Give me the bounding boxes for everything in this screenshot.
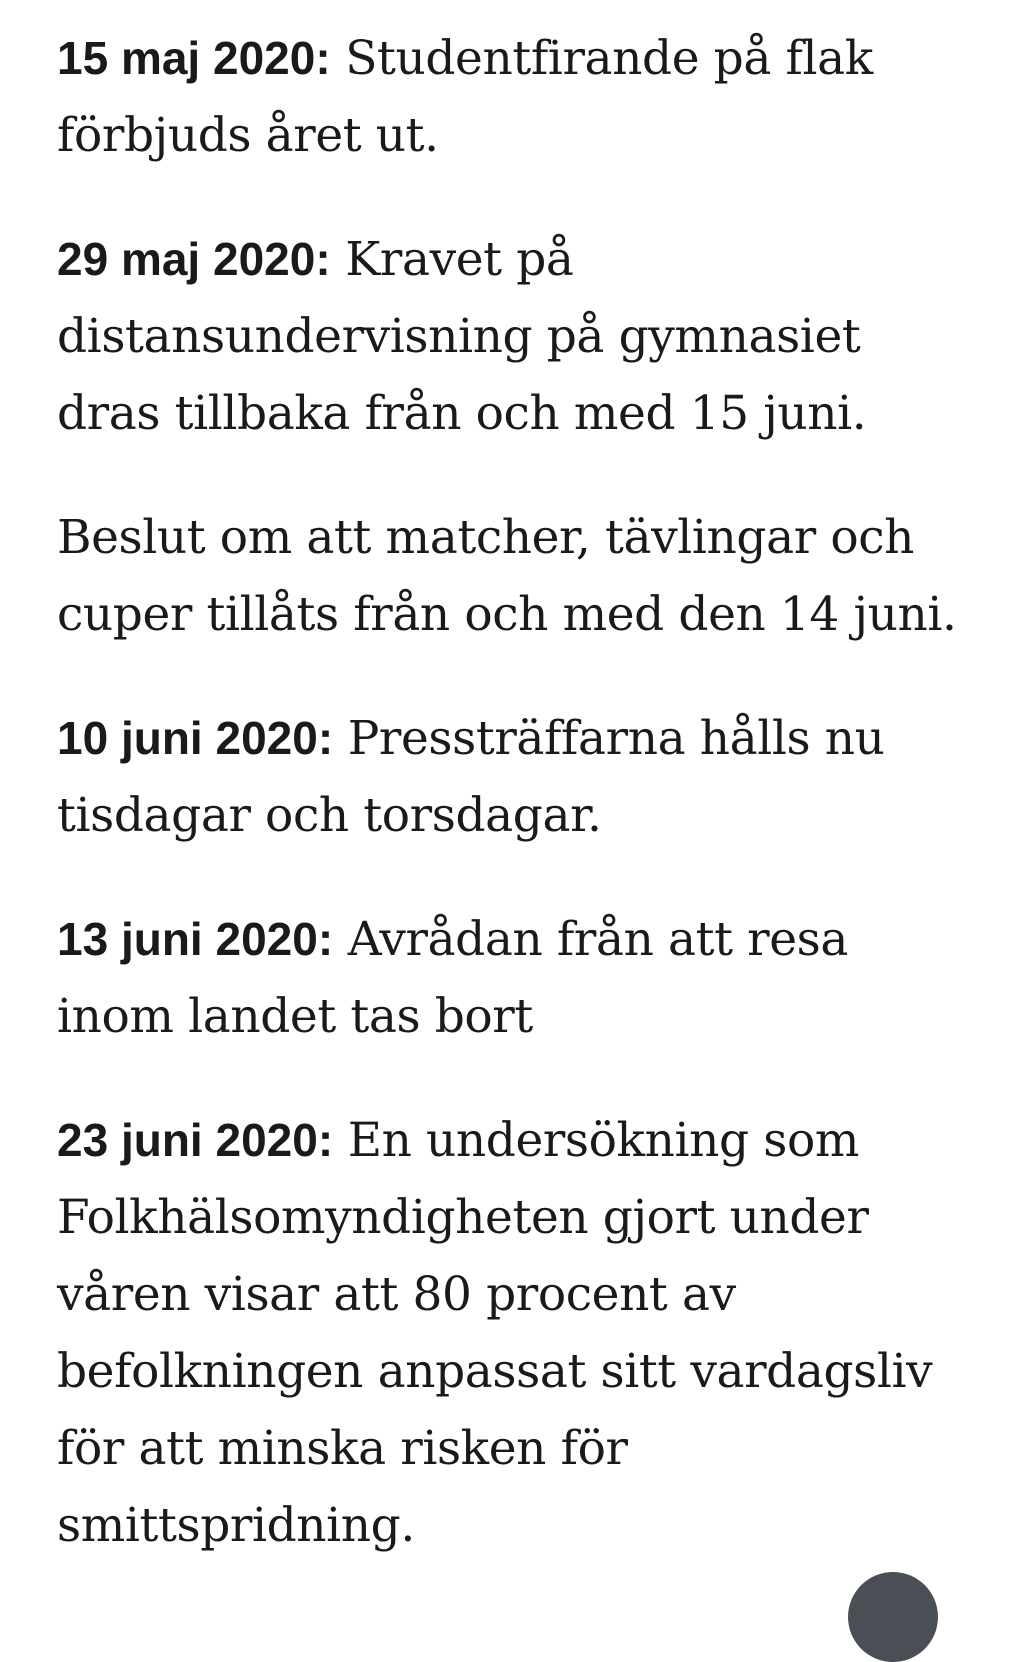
entry-6 bbox=[57, 1102, 957, 1564]
scroll-button[interactable] bbox=[848, 1572, 938, 1662]
date-separator: : bbox=[315, 233, 331, 285]
entry-date: 10 juni 2020 bbox=[57, 712, 318, 764]
date-separator: : bbox=[317, 913, 334, 965]
article-body bbox=[57, 20, 957, 1611]
entry-5 bbox=[57, 901, 957, 1055]
entry-text: Avrådan från att resa inom landet tas bort bbox=[57, 912, 848, 1044]
entry-3 bbox=[57, 499, 957, 653]
entry-text: Studentfirande på flak förbjuds året ut. bbox=[57, 31, 873, 163]
entry-date: 29 maj 2020 bbox=[57, 233, 316, 285]
entry-text: En undersökning som Folkhälsomyndigheten gjort under våren visar att 80 procent av befolkningen anpassat sitt vardagsliv för att minska risken för smittspridning. bbox=[57, 1113, 933, 1553]
entry-date: 13 juni 2020 bbox=[57, 913, 318, 965]
entry-text: Pressträffarna hålls nu tisdagar och torsdagar. bbox=[57, 711, 885, 843]
date-separator: : bbox=[317, 1114, 334, 1166]
entry-date: 23 juni 2020 bbox=[57, 1114, 318, 1166]
entry-text: Kravet på distansundervisning på gymnasiet dras tillbaka från och med 15 juni. bbox=[57, 232, 867, 441]
entry-2 bbox=[57, 221, 957, 452]
date-separator: : bbox=[315, 32, 331, 84]
entry-date: 15 maj 2020 bbox=[57, 32, 316, 84]
entry-4 bbox=[57, 700, 957, 854]
entry-1 bbox=[57, 20, 957, 174]
entry-text: Beslut om att matcher, tävlingar och cuper tillåts från och med den 14 juni. bbox=[57, 510, 957, 642]
date-separator: : bbox=[317, 712, 334, 764]
